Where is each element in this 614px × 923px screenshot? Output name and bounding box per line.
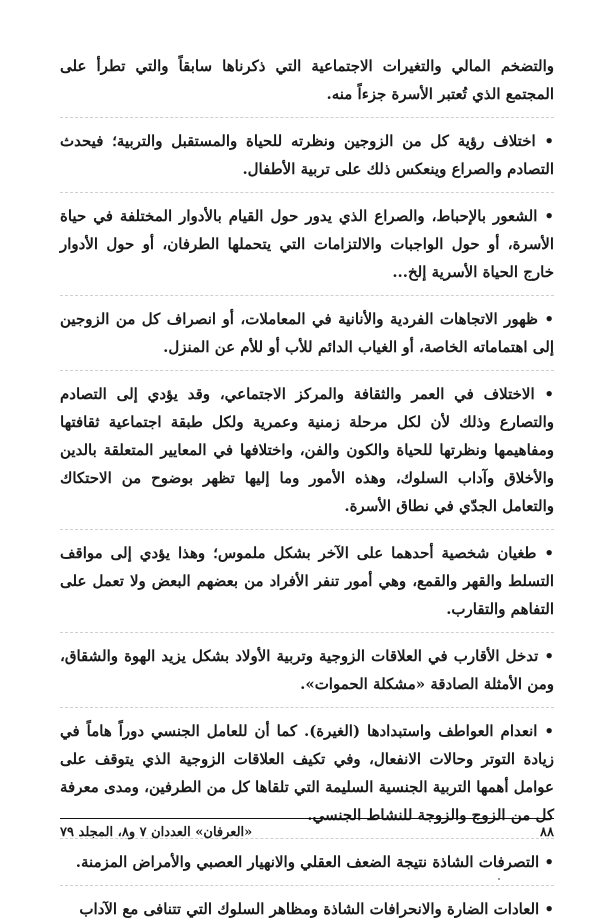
paragraph-bullet-habits: • العادات الضارة والانحرافات الشاذة ومظاهر السلوك التي تتنافى مع الآداب	[60, 885, 554, 923]
paragraph-bullet-relatives: • تدخل الأقارب في العلاقات الزوجية وتربية الأولاد بشكل يزيد الهوة والشقاق، ومن الأمثلة الصادقة «مشكلة الحموات».	[60, 632, 554, 698]
paragraph-bullet-frustration: • الشعور بالإحباط، والصراع الذي يدور حول القيام بالأدوار المختلفة في حياة الأسرة، أو حول الواجبات والالتزامات التي يتحملها الطرفان، أو حول الأدوار خارج الحياة الأسرية إلخ...	[60, 192, 554, 286]
paragraph-bullet-emotions: • انعدام العواطف واستبدادها (الغيرة). كما أن للعامل الجنسي دوراً هاماً في زيادة التوتر وحالات الانفعال، وفي تكيف العلاقات الزوجية الذي يتوقف على عوامل أهمها التربية الجنسية السليمة التي تلقاها كل من الطرفين، ومدى معرفة كل من الزوج والزوجة للنشاط الجنسي.	[60, 707, 554, 829]
scan-speck	[498, 878, 500, 880]
page-footer	[60, 818, 554, 840]
paragraph-bullet-dominance: • طغيان شخصية أحدهما على الآخر بشكل ملموس؛ وهذا يؤدي إلى مواقف التسلط والقهر والقمع، وهي أمور تنفر الأفراد من بعضهم البعض ولا تعمل على التفاهم والتقارب.	[60, 529, 554, 623]
journal-citation: «العرفان» العددان ٧ و٨، المجلد ٧٩	[60, 825, 253, 840]
paragraph-bullet-behaviour: • التصرفات الشاذة نتيجة الضعف العقلي والانهيار العصبي والأمراض المزمنة.	[60, 838, 554, 876]
paragraph-bullet-difference: • الاختلاف في العمر والثقافة والمركز الاجتماعي، وقد يؤدي إلى التصادم والتصارع وذلك لأن لكل مرحلة زمنية وعمرية ولكل طبقة اجتماعية ثقافتها ومفاهيمها ونظرتها للحياة والكون والفن، واختلافها في المعايير المتعلقة بالدين والأخلاق وآداب السلوك، وهذه الأمور وما إليها تظهر بوضوح من الاحتكاك والتعامل الجدّي في نطاق الأسرة.	[60, 370, 554, 520]
paragraph-bullet-individualism: • ظهور الاتجاهات الفردية والأنانية في المعاملات، أو انصراف كل من الزوجين إلى اهتماماته الخاصة، أو الغياب الدائم للأب أو للأم عن المنزل.	[60, 295, 554, 361]
page-number: ٨٨	[540, 825, 554, 840]
paragraph-bullet-vision: • اختلاف رؤية كل من الزوجين ونظرته للحياة والمستقبل والتربية؛ فيحدث التصادم والصراع وينعكس ذلك على تربية الأطفال.	[60, 117, 554, 183]
page-body	[60, 52, 554, 923]
paragraph-intro: والتضخم المالي والتغيرات الاجتماعية التي ذكرناها سابقاً والتي تطرأ على المجتمع الذي تُعتبر الأسرة جزءاً منه.	[60, 57, 554, 103]
